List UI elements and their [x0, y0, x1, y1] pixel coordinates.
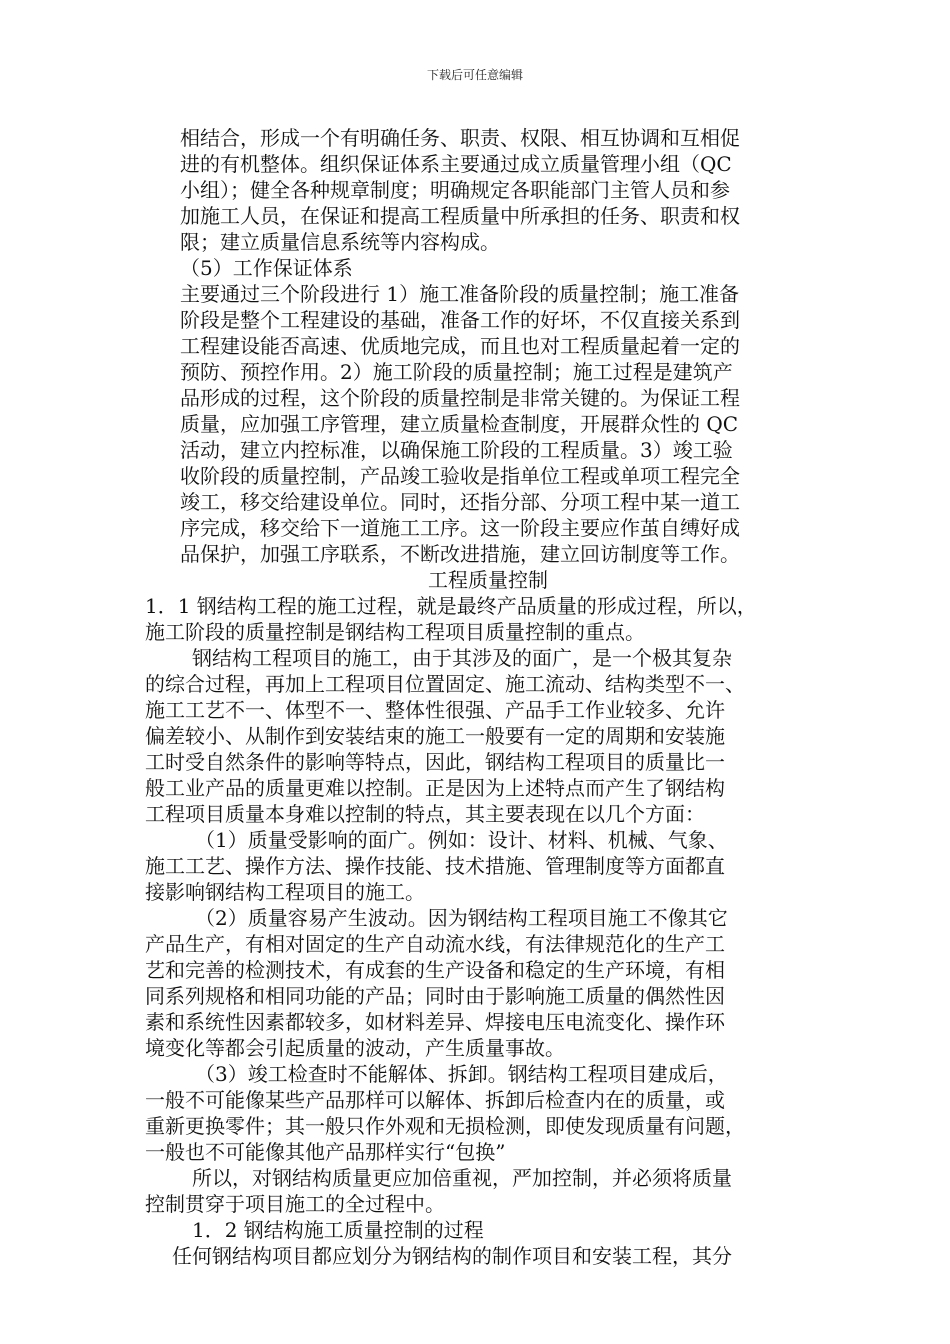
text-line: （3）竣工检查时不能解体、拆卸。钢结构工程项目建成后， — [195, 1062, 728, 1086]
text-line: 的综合过程，再加上工程项目位置固定、施工流动、结构类型不一、 — [145, 672, 745, 696]
text-line: 品形成的过程，这个阶段的质量控制是非常关键的。为保证工程 — [180, 386, 740, 410]
text-line: 一般也不可能像其他产品那样实行“包换” — [145, 1140, 506, 1164]
text-line: （1）质量受影响的面广。例如：设计、材料、机械、气象、 — [195, 828, 728, 852]
text-line: 主要通过三个阶段进行 1）施工准备阶段的质量控制；施工准备 — [180, 282, 740, 306]
section-heading: 1．2 钢结构施工质量控制的过程 — [192, 1218, 484, 1242]
text-line: 限；建立质量信息系统等内容构成。 — [180, 230, 500, 254]
text-line: 境变化等都会引起质量的波动，产生质量事故。 — [145, 1036, 565, 1060]
text-line: 收阶段的质量控制，产品竣工验收是指单位工程或单项工程完全 — [180, 464, 740, 488]
text-line: 活动，建立内控标准，以确保施工阶段的工程质量。3）竣工验 — [180, 438, 733, 462]
text-line: 加施工人员，在保证和提高工程质量中所承担的任务、职责和权 — [180, 204, 740, 228]
text-line: 同系列规格和相同功能的产品；同时由于影响施工质量的偶然性因 — [145, 984, 725, 1008]
text-line: （2）质量容易产生波动。因为钢结构工程项目施工不像其它 — [195, 906, 728, 930]
text-line: 阶段是整个工程建设的基础，准备工作的好坏，不仅直接关系到 — [180, 308, 740, 332]
text-line: 钢结构工程项目的施工，由于其涉及的面广，是一个极其复杂 — [192, 646, 732, 670]
text-line: 偏差较小、从制作到安装结束的施工一般要有一定的周期和安装施 — [145, 724, 725, 748]
text-line: 序完成，移交给下一道施工工序。这一阶段主要应作茧自缚好成 — [180, 516, 740, 540]
text-line: 重新更换零件；其一般只作外观和无损检测，即使发现质量有问题， — [145, 1114, 745, 1138]
text-line: 接影响钢结构工程项目的施工。 — [145, 880, 425, 904]
text-line: 产品生产，有相对固定的生产自动流水线，有法律规范化的生产工 — [145, 932, 725, 956]
text-line: 施工工艺不一、体型不一、整体性很强、产品手工作业较多、允许 — [145, 698, 725, 722]
text-line: 素和系统性因素都较多，如材料差异、焊接电压电流变化、操作环 — [145, 1010, 725, 1034]
text-line: 预防、预控作用。2）施工阶段的质量控制；施工过程是建筑产 — [180, 360, 733, 384]
text-line: 小组）；健全各种规章制度；明确规定各职能部门主管人员和参 — [180, 178, 730, 202]
text-line: 进的有机整体。组织保证体系主要通过成立质量管理小组（QC — [180, 152, 732, 176]
text-line: 1．1 钢结构工程的施工过程，就是最终产品质量的形成过程，所以， — [145, 594, 757, 618]
text-line: 工程项目质量本身难以控制的特点，其主要表现在以几个方面： — [145, 802, 705, 826]
page-header: 下载后可任意编辑 — [426, 68, 523, 82]
text-line: 竣工，移交给建设单位。同时，还指分部、分项工程中某一道工 — [180, 490, 740, 514]
text-line: 控制贯穿于项目施工的全过程中。 — [145, 1192, 445, 1216]
section-title: 工程质量控制 — [428, 568, 548, 592]
text-line: 相结合，形成一个有明确任务、职责、权限、相互协调和互相促 — [180, 126, 740, 150]
section-heading: （5）工作保证体系 — [180, 256, 353, 280]
text-line: 工程建设能否高速、优质地完成，而且也对工程质量起着一定的 — [180, 334, 740, 358]
text-line: 任何钢结构项目都应划分为钢结构的制作项目和安装工程，其分 — [172, 1244, 732, 1268]
text-line: 一般不可能像某些产品那样可以解体、拆卸后检查内在的质量，或 — [145, 1088, 725, 1112]
text-line: 艺和完善的检测技术，有成套的生产设备和稳定的生产环境，有相 — [145, 958, 725, 982]
text-line: 施工工艺、操作方法、操作技能、技术措施、管理制度等方面都直 — [145, 854, 725, 878]
text-line: 工时受自然条件的影响等特点，因此，钢结构工程项目的质量比一 — [145, 750, 725, 774]
text-line: 般工业产品的质量更难以控制。正是因为上述特点而产生了钢结构 — [145, 776, 725, 800]
text-line: 质量，应加强工序管理，建立质量检查制度，开展群众性的 QC — [180, 412, 739, 436]
text-line: 施工阶段的质量控制是钢结构工程项目质量控制的重点。 — [145, 620, 645, 644]
text-line: 所以，对钢结构质量更应加倍重视，严加控制，并必须将质量 — [192, 1166, 732, 1190]
text-line: 品保护，加强工序联系，不断改进措施，建立回访制度等工作。 — [180, 542, 740, 566]
